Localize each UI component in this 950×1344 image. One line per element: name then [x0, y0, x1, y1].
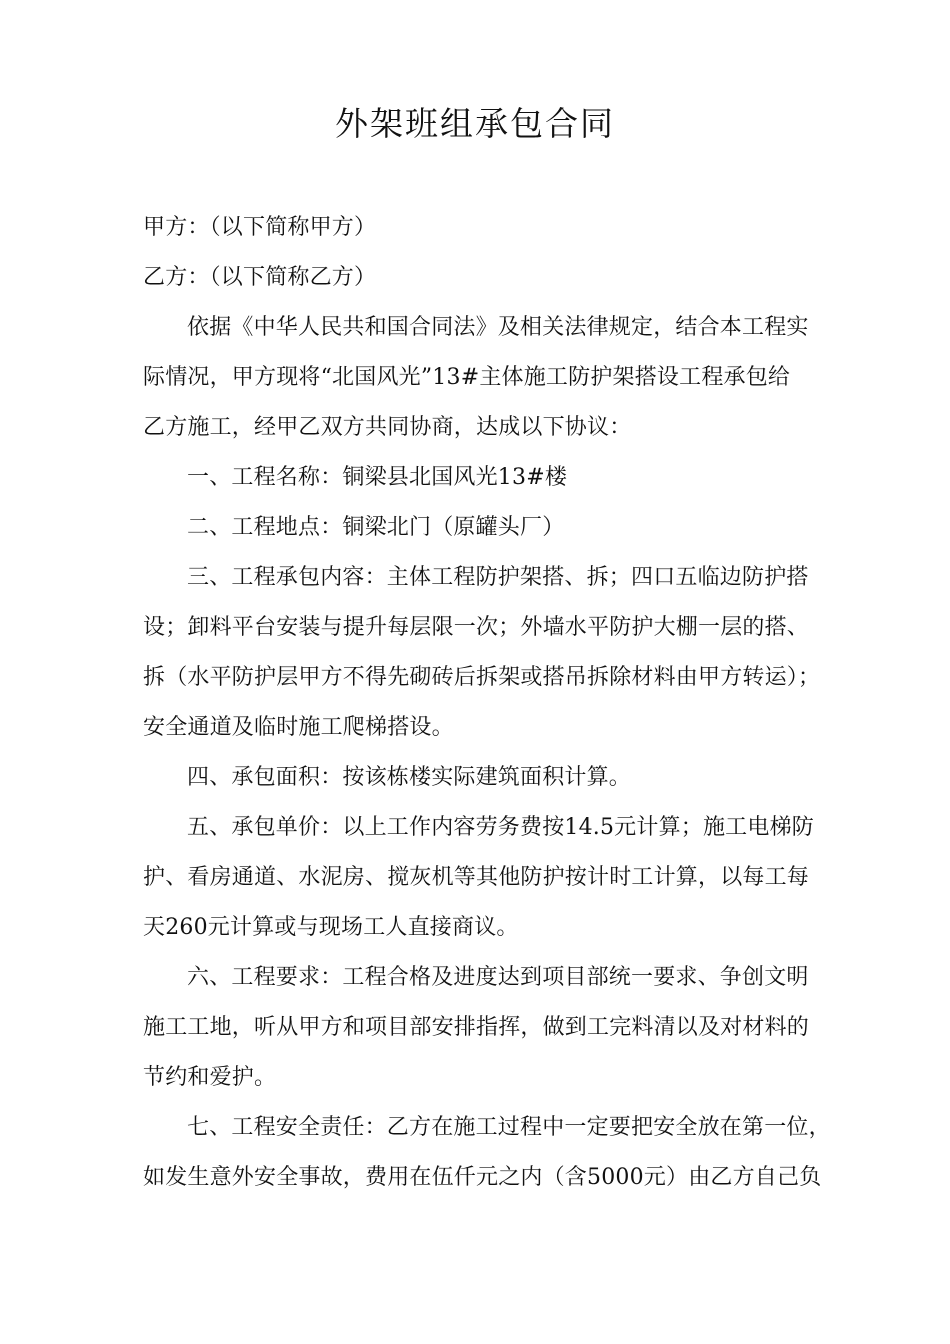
clause-requirements: 六、工程要求：工程合格及进度达到项目部统一要求、争创文明 — [187, 965, 809, 990]
clause-safety-responsibility: 七、工程安全责任：乙方在施工过程中一定要把安全放在第一位， — [187, 1115, 831, 1140]
clause-safety-responsibility: 如发生意外安全事故，费用在伍仟元之内（含5000元）由乙方自己负 — [143, 1165, 822, 1190]
clause-contract-scope: 拆（水平防护层甲方不得先砌砖后拆架或搭吊拆除材料由甲方转运）； — [143, 665, 821, 690]
clause-contract-scope: 安全通道及临时施工爬梯搭设。 — [143, 715, 454, 740]
contract-body — [143, 203, 831, 1203]
preamble-line: 依据《中华人民共和国合同法》及相关法律规定，结合本工程实 — [187, 315, 809, 340]
party-a-line: 甲方：（以下简称甲方） — [143, 215, 377, 240]
clause-contract-scope: 三、工程承包内容：主体工程防护架搭、拆；四口五临边防护搭 — [187, 565, 809, 590]
clause-project-location: 二、工程地点：铜梁北门（原罐头厂） — [187, 515, 565, 540]
preamble-line: 际情况，甲方现将“北国风光”13#主体施工防护架搭设工程承包给 — [143, 365, 791, 390]
clause-contract-scope: 设；卸料平台安装与提升每层限一次；外墙水平防护大棚一层的搭、 — [143, 615, 810, 640]
clause-project-name: 一、工程名称：铜梁县北国风光13#楼 — [187, 465, 568, 490]
document-title: 外架班组承包合同 — [335, 104, 615, 143]
clause-contract-area: 四、承包面积：按该栋楼实际建筑面积计算。 — [187, 765, 632, 790]
preamble-line: 乙方施工，经甲乙双方共同协商，达成以下协议： — [143, 415, 632, 440]
clause-unit-price: 五、承包单价：以上工作内容劳务费按14.5元计算；施工电梯防 — [187, 815, 814, 840]
clause-requirements: 节约和爱护。 — [143, 1065, 277, 1090]
clause-unit-price: 护、看房通道、水泥房、搅灰机等其他防护按计时工计算，以每工每 — [143, 865, 810, 890]
clause-requirements: 施工工地，听从甲方和项目部安排指挥，做到工完料清以及对材料的 — [143, 1015, 810, 1040]
clause-unit-price: 天260元计算或与现场工人直接商议。 — [143, 915, 519, 940]
party-b-line: 乙方：（以下简称乙方） — [143, 265, 377, 290]
